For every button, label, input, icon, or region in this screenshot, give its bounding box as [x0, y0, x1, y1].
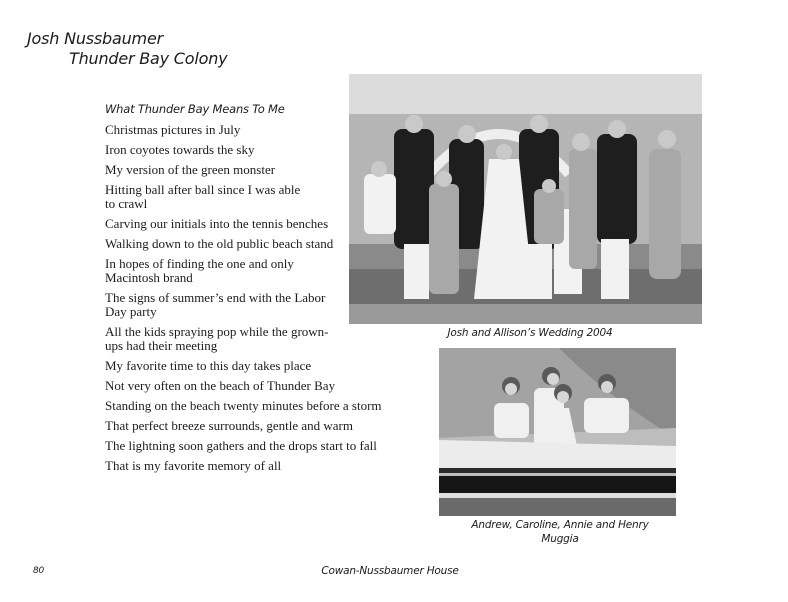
kids-photo	[439, 348, 676, 516]
poem-line: Iron coyotes towards the sky	[105, 142, 255, 157]
poem-line: The lightning soon gathers and the drops start to fall	[105, 438, 377, 453]
page-number: 80	[33, 566, 45, 576]
poem-line: My version of the green monster	[105, 162, 276, 177]
poem-line: All the kids spraying pop while the grown-ups had their meeting	[105, 324, 329, 353]
poem-line: Walking down to the old public beach stand	[105, 236, 334, 251]
poem-line: Not very often on the beach of Thunder Bay	[105, 378, 336, 393]
footer-title: Cowan-Nussbaumer House	[321, 565, 459, 577]
kids-photo-image	[439, 348, 676, 516]
colony-name: Thunder Bay Colony	[69, 49, 228, 68]
poem-line: Christmas pictures in July	[105, 122, 241, 137]
poem-line: The signs of summer’s end with the Labor Day party	[105, 290, 326, 319]
poem-line: That perfect breeze surrounds, gentle and warm	[105, 418, 353, 433]
poem-line: Carving our initials into the tennis benches	[105, 216, 329, 231]
kids-photo-caption: Andrew, Caroline, Annie and Henry Muggia	[471, 519, 649, 545]
poem-line: That is my favorite memory of all	[105, 458, 282, 473]
poem-title: What Thunder Bay Means To Me	[105, 102, 285, 116]
poem-line: Hitting ball after ball since I was able to crawl	[105, 182, 301, 211]
wedding-photo-image	[349, 74, 702, 324]
wedding-photo	[349, 74, 702, 324]
poem-line: My favorite time to this day takes place	[105, 358, 312, 373]
wedding-photo-caption: Josh and Allison’s Wedding 2004	[447, 327, 613, 339]
poem-line: In hopes of finding the one and only Macintosh brand	[105, 256, 294, 285]
poem-line: Standing on the beach twenty minutes before a storm	[105, 398, 382, 413]
author-name: Josh Nussbaumer	[27, 29, 163, 48]
